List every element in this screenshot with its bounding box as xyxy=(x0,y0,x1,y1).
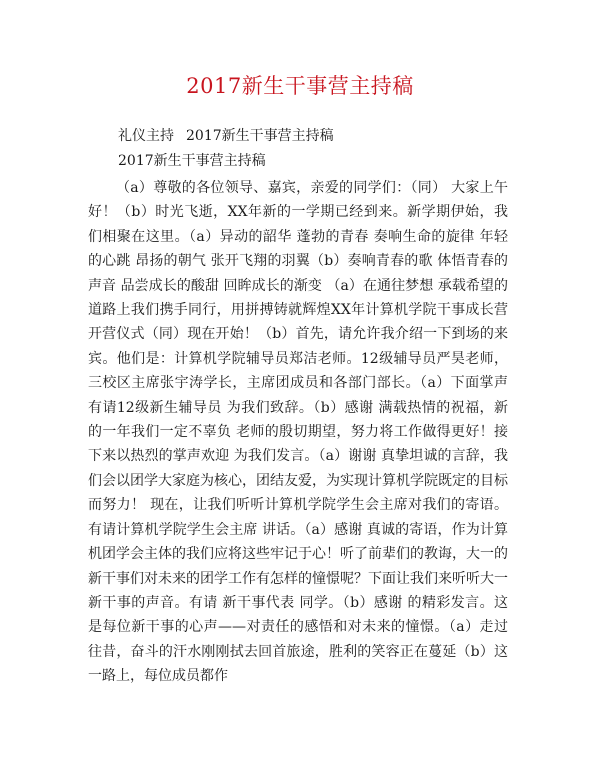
meta-line xyxy=(118,125,334,145)
meta-value: 2017新生干事营主持稿 xyxy=(186,128,334,144)
meta-label: 礼仪主持 xyxy=(118,128,174,144)
body-paragraph: （a）尊敬的各位领导、嘉宾，亲爱的同学们：（同） 大家上午好！（b）时光飞逝，XX年新的一学期已经到来。新学期伊始，我们相聚在这里。（a）异动的韶华 蓬勃的青春 奏响生命的旋律 年轻的心跳 昂扬的朝气 张开飞翔的羽翼（b）奏响青春的歌 体悟青春的声音 品尝成长的酸甜 回眸成长的渐变 （a）在通往梦想 承载希望的道路上我们携手同行，用拼搏铸就辉煌XX年计算机学院干事成长营开营仪式（同）现在开始！（b）首先，请允许我介绍一下到场的来宾。他们是：计算机学院辅导员郑洁老师。12级辅导员严昊老师，三校区主席张宇涛学长，主席团成员和各部门部长。（a）下面掌声有请12级新生辅导员 为我们致辞。（b）感谢 满载热情的祝福，新的一年我们一定不辜负 老师的殷切期望，努力将工作做得更好！接下来以热烈的掌声欢迎 为我们发言。（a）谢谢 真挚坦诚的言辞，我们会以团学大家庭为核心，团结友爱，为实现计算机学院既定的目标而努力！ 现在，让我们听听计算机学院学生会主席对我们的寄语。有请计算机学院学生会主席 讲话。（a）感谢 真诚的寄语，作为计算机团学会主体的我们应将这些牢记于心！听了前辈们的教诲，大一的新干事们对未来的团学工作有怎样的憧憬呢？下面让我们来听听大一新干事的声音。有请 新干事代表 同学。（b）感谢 的精彩发言。这是每位新干事的心声——对责任的感悟和对未来的憧憬。（a）走过往昔，奋斗的汗水刚刚拭去回首旅途，胜利的笑容正在蔓延（b）这一路上，每位成员都作 xyxy=(88,180,508,685)
document-subtitle: 2017新生干事营主持稿 xyxy=(118,153,266,169)
document-title: 2017新生干事营主持稿 xyxy=(186,74,414,98)
